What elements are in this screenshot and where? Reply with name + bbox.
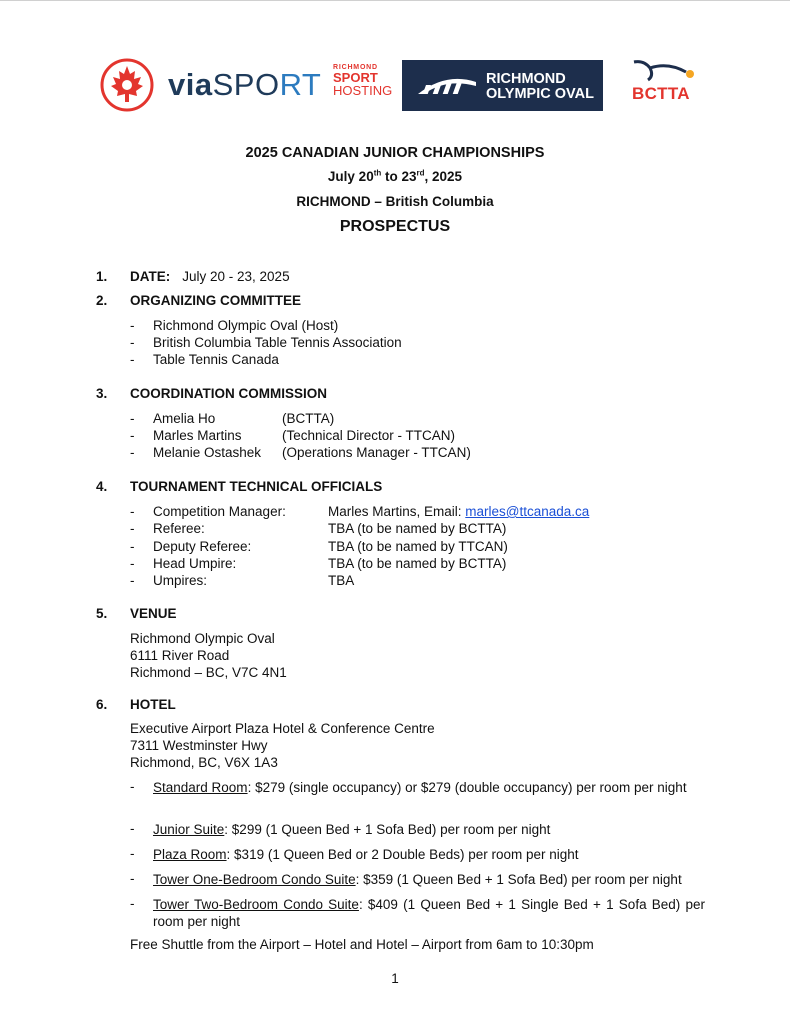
list-dash: - [130,318,135,333]
dates-year: , 2025 [424,169,463,184]
page-number: 1 [391,971,399,986]
room-type-name: Tower Two-Bedroom Condo Suite [153,897,359,912]
document-type: PROSPECTUS [339,218,451,235]
organizer-item: Table Tennis Canada [153,352,279,367]
room-rate-desc: : $359 (1 Queen Bed + 1 Sofa Bed) per room per night [355,872,682,887]
list-dash: - [130,896,135,911]
commission-member-role: (BCTTA) [282,411,335,426]
official-role-label: Competition Manager: [153,504,286,519]
oval-logo-line2: OLYMPIC OVAL [486,86,594,102]
section-4-number: 4. [96,479,108,494]
viasport-logo-text-b: SPO [212,67,280,102]
section-1-number: 1. [96,269,108,284]
sport-hosting-line2: SPORT [333,70,378,85]
oval-logo-text [486,72,594,102]
official-role-label: Deputy Referee: [153,539,252,554]
sponsor-logo-bar [0,56,790,116]
section-1-title [130,269,290,284]
championship-title: 2025 CANADIAN JUNIOR CHAMPIONSHIPS [245,145,545,161]
shuttle-note: Free Shuttle from the Airport – Hotel and Hotel – Airport from 6am to 10:30pm [130,937,594,952]
list-dash: - [130,335,135,350]
list-dash: - [130,779,135,794]
venue-address-line: Richmond Olympic Oval [130,631,275,646]
richmond-olympic-oval-logo [402,60,603,111]
commission-member-role: (Technical Director - TTCAN) [282,428,456,443]
venue-address-line: Richmond – BC, V7C 4N1 [130,665,287,680]
room-rate-desc: : $319 (1 Queen Bed or 2 Double Beds) per room per night [226,847,579,862]
section-5-title: VENUE [130,606,177,621]
room-rate-desc: : $279 (single occupancy) or $279 (double occupancy) per room per night [247,780,687,795]
room-type-name: Tower One-Bedroom Condo Suite [153,872,356,887]
list-dash: - [130,352,135,367]
list-dash: - [130,428,135,443]
venue-address-line: 6111 River Road [130,648,230,663]
sport-hosting-line1: RICHMOND [333,64,378,71]
oval-roof-icon [416,74,478,96]
richmond-sport-hosting-logo [333,64,393,97]
section-1-value: July 20 - 23, 2025 [182,269,290,284]
official-role-label: Umpires: [153,573,208,588]
list-dash: - [130,556,135,571]
section-6-number: 6. [96,697,108,712]
section-2-title: ORGANIZING COMMITTEE [130,293,301,308]
official-role-label: Head Umpire: [153,556,237,571]
list-dash: - [130,573,135,588]
room-type-name: Standard Room [153,780,248,795]
organizer-item: British Columbia Table Tennis Association [153,335,402,350]
bctta-logo-text: BCTTA [632,84,690,103]
official-value: TBA (to be named by BCTTA) [328,521,507,536]
room-rate-item [153,896,705,930]
section-3-number: 3. [96,386,108,401]
section-6-title: HOTEL [130,697,176,712]
hotel-address-line: Richmond, BC, V6X 1A3 [130,755,278,770]
room-rate-item [153,821,705,838]
room-rate-desc: : $299 (1 Queen Bed + 1 Sofa Bed) per room per night [224,822,551,837]
list-dash: - [130,445,135,460]
official-value: TBA (to be named by TTCAN) [328,539,508,554]
room-rate-desc: : $409 (1 Queen Bed + 1 Single Bed + 1 Sofa Bed) per room per night [153,897,705,929]
list-dash: - [130,521,135,536]
section-2-number: 2. [96,293,108,308]
dates-end-suffix: rd [416,168,425,178]
official-role-label: Referee: [153,521,205,536]
organizer-item: Richmond Olympic Oval (Host) [153,318,339,333]
list-dash: - [130,846,135,861]
room-rate-item [153,779,705,796]
official-value: TBA (to be named by BCTTA) [328,556,507,571]
hotel-address-line: Executive Airport Plaza Hotel & Conference Centre [130,721,435,736]
championship-location: RICHMOND – British Columbia [296,194,494,209]
section-1-label: DATE: [130,269,171,284]
list-dash: - [130,504,135,519]
commission-member-role: (Operations Manager - TTCAN) [282,445,471,460]
dates-start-suffix: th [373,168,382,178]
section-4-title: TOURNAMENT TECHNICAL OFFICIALS [130,479,383,494]
dates-start: July 20 [327,169,374,184]
viasport-logo-text-a: via [168,67,213,102]
official-name: Marles Martins, Email: [328,504,466,519]
championship-dates [0,169,790,184]
viasport-logo-text-c: RT [279,67,322,102]
official-value [328,504,589,519]
section-3-title: COORDINATION COMMISSION [130,386,327,401]
room-type-name: Plaza Room [153,847,227,862]
sport-hosting-line3: HOSTING [333,83,393,98]
commission-member-name: Marles Martins [153,428,242,443]
room-rate-item [153,871,705,888]
viasport-logo [168,68,321,102]
commission-member-name: Melanie Ostashek [153,445,262,460]
official-value: TBA [328,573,355,588]
list-dash: - [130,539,135,554]
room-type-name: Junior Suite [153,822,225,837]
canada-games-logo [100,58,154,112]
bctta-logo [628,58,700,108]
hotel-address-line: 7311 Westminster Hwy [130,738,268,753]
list-dash: - [130,821,135,836]
commission-member-name: Amelia Ho [153,411,216,426]
oval-logo-line1: RICHMOND [486,71,566,87]
dates-end: to 23 [381,169,417,184]
list-dash: - [130,411,135,426]
room-rate-item [153,846,705,863]
section-5-number: 5. [96,606,108,621]
page-top-border [0,0,790,1]
competition-manager-email-link[interactable]: marles@ttcanada.ca [465,504,590,519]
list-dash: - [130,871,135,886]
